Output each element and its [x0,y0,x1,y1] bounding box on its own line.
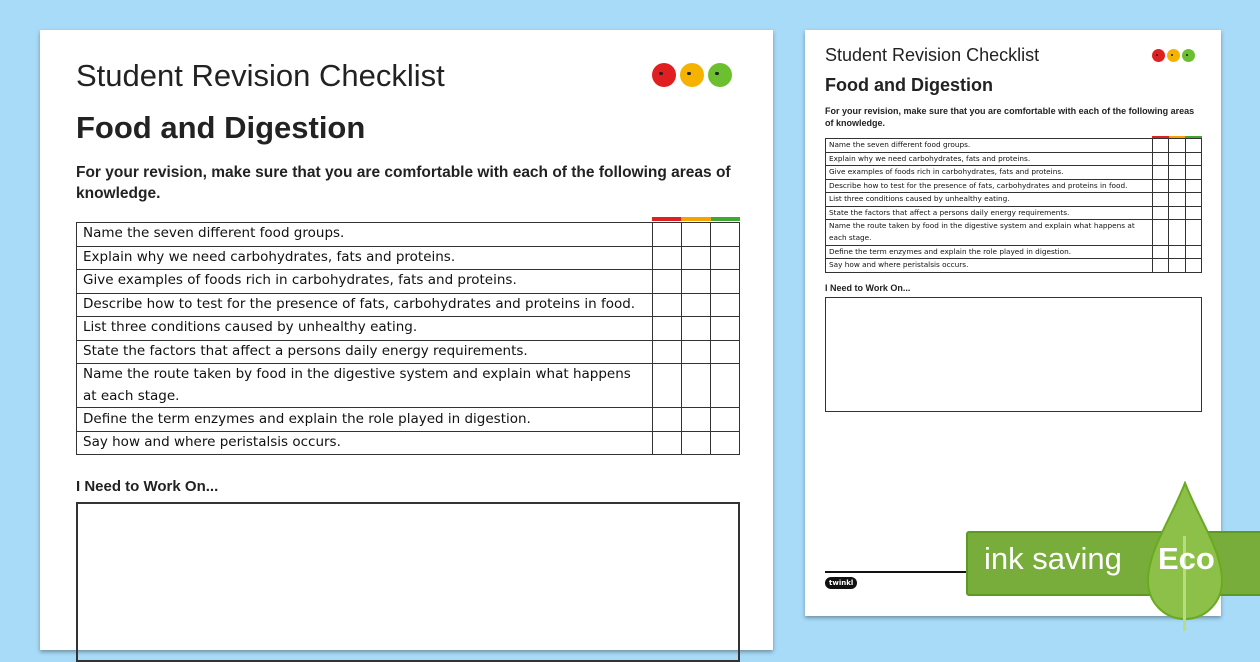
footer-line [825,571,975,573]
checklist-row [77,270,740,294]
rating-checkbox-red[interactable] [1152,179,1169,193]
rating-checkbox-green[interactable] [1185,179,1202,193]
sad-face-icon [1152,49,1165,62]
checklist-row [77,223,740,247]
checklist-item-text: State the factors that affect a persons daily energy requirements. [77,340,653,364]
rating-checkbox-red[interactable] [1152,152,1169,166]
rating-checkbox-red[interactable] [653,317,682,341]
checklist-row [77,317,740,341]
rating-checkbox-red[interactable] [1152,193,1169,207]
rating-checkbox-red[interactable] [653,408,682,432]
rating-checkbox-amber[interactable] [682,364,711,408]
rating-checkbox-amber[interactable] [682,246,711,270]
worksheet-preview-large [40,30,773,650]
rating-checkbox-red[interactable] [1152,206,1169,220]
checklist-item-text: Name the seven different food groups. [77,223,653,247]
rating-checkbox-green[interactable] [1185,152,1202,166]
neutral-face-icon [1167,49,1180,62]
checklist-row [826,259,1202,273]
ink-saving-text: ink saving [984,541,1122,576]
worksheet-subtitle: Food and Digestion [76,110,366,145]
checklist-item-text: Describe how to test for the presence of fats, carbohydrates and proteins in food. [826,179,1153,193]
checklist-row [826,179,1202,193]
happy-face-icon [708,63,732,87]
rating-checkbox-amber[interactable] [1169,193,1186,207]
rating-checkbox-green[interactable] [711,270,740,294]
checklist-item-text: State the factors that affect a persons daily energy requirements. [826,206,1153,220]
eco-text: Eco [1158,541,1215,576]
rating-checkbox-red[interactable] [1152,245,1169,259]
rating-checkbox-red[interactable] [653,431,682,455]
checklist-item-text: Name the route taken by food in the digestive system and explain what happens at each stage. [826,220,1153,246]
rating-checkbox-green[interactable] [711,431,740,455]
rating-checkbox-red[interactable] [1152,220,1169,246]
rating-checkbox-green[interactable] [711,246,740,270]
rating-checkbox-amber[interactable] [1169,166,1186,180]
rating-checkbox-amber[interactable] [1169,245,1186,259]
checklist-row [77,340,740,364]
checklist-item-text: Define the term enzymes and explain the role played in digestion. [826,245,1153,259]
rating-checkbox-green[interactable] [1185,220,1202,246]
rating-checkbox-red[interactable] [653,223,682,247]
checklist-row [77,246,740,270]
intro-text: For your revision, make sure that you are comfortable with each of the following areas of knowledge. [76,164,731,202]
checklist-item-text: Describe how to test for the presence of fats, carbohydrates and proteins in food. [77,293,653,317]
intro-text-small: For your revision, make sure that you are comfortable with each of the following areas of knowledge. [825,106,1195,128]
rating-checkbox-red[interactable] [1152,166,1169,180]
checklist-item-text: Name the route taken by food in the digestive system and explain what happens at each stage. [77,364,653,408]
rating-checkbox-green[interactable] [1185,245,1202,259]
happy-face-icon [1182,49,1195,62]
sad-face-icon [652,63,676,87]
rating-checkbox-amber[interactable] [682,223,711,247]
rating-checkbox-amber[interactable] [1169,206,1186,220]
checklist-item-text: Give examples of foods rich in carbohydrates, fats and proteins. [826,166,1153,180]
rating-color-bar [652,217,740,221]
checklist-item-text: Explain why we need carbohydrates, fats and proteins. [826,152,1153,166]
twinkl-logo: twinkl [825,577,857,589]
rating-checkbox-green[interactable] [711,340,740,364]
worksheet-title: Student Revision Checklist [76,58,445,93]
checklist-row [826,206,1202,220]
rating-checkbox-amber[interactable] [1169,220,1186,246]
work-on-label: I Need to Work On... [76,478,219,495]
rating-checkbox-amber[interactable] [682,293,711,317]
rating-checkbox-red[interactable] [653,270,682,294]
checklist-item-text: List three conditions caused by unhealthy eating. [826,193,1153,207]
rating-checkbox-amber[interactable] [1169,179,1186,193]
rating-checkbox-red[interactable] [653,246,682,270]
checklist-row [826,220,1202,246]
rating-checkbox-amber[interactable] [682,340,711,364]
checklist-item-text: Give examples of foods rich in carbohydrates, fats and proteins. [77,270,653,294]
rating-checkbox-green[interactable] [711,408,740,432]
work-on-box-small[interactable] [825,297,1202,412]
rating-checkbox-red[interactable] [653,340,682,364]
rating-checkbox-amber[interactable] [682,431,711,455]
checklist-row [77,293,740,317]
rating-checkbox-green[interactable] [1185,193,1202,207]
checklist-row [826,139,1202,153]
checklist-table-small [825,138,1202,273]
rating-checkbox-green[interactable] [711,364,740,408]
checklist-row [77,431,740,455]
rating-checkbox-red[interactable] [653,293,682,317]
checklist-item-text: List three conditions caused by unhealthy eating. [77,317,653,341]
rating-checkbox-green[interactable] [1185,139,1202,153]
worksheet-subtitle-small: Food and Digestion [825,75,993,95]
worksheet-title-small: Student Revision Checklist [825,45,1040,65]
rating-checkbox-amber[interactable] [1169,139,1186,153]
checklist-item-text: Say how and where peristalsis occurs. [826,259,1153,273]
checklist-row [826,245,1202,259]
checklist-row [826,166,1202,180]
rating-checkbox-amber[interactable] [1169,259,1186,273]
rating-faces-small [1152,49,1195,62]
rating-checkbox-red[interactable] [653,364,682,408]
checklist-item-text: Explain why we need carbohydrates, fats and proteins. [77,246,653,270]
checklist-item-text: Name the seven different food groups. [826,139,1153,153]
checklist-item-text: Say how and where peristalsis occurs. [77,431,653,455]
checklist-item-text: Define the term enzymes and explain the role played in digestion. [77,408,653,432]
checklist-row [77,364,740,408]
rating-checkbox-red[interactable] [1152,139,1169,153]
rating-checkbox-amber[interactable] [682,270,711,294]
work-on-label-small: I Need to Work On... [825,283,911,293]
checklist-table [76,222,740,455]
rating-checkbox-green[interactable] [711,317,740,341]
rating-checkbox-green[interactable] [711,223,740,247]
rating-checkbox-green[interactable] [1185,206,1202,220]
rating-checkbox-green[interactable] [1185,166,1202,180]
rating-checkbox-green[interactable] [711,293,740,317]
rating-checkbox-amber[interactable] [682,317,711,341]
neutral-face-icon [680,63,704,87]
rating-faces [652,63,732,87]
rating-checkbox-amber[interactable] [1169,152,1186,166]
rating-checkbox-amber[interactable] [682,408,711,432]
rating-checkbox-green[interactable] [1185,259,1202,273]
checklist-row [77,408,740,432]
rating-checkbox-red[interactable] [1152,259,1169,273]
work-on-box[interactable] [76,502,740,662]
checklist-row [826,193,1202,207]
checklist-row [826,152,1202,166]
